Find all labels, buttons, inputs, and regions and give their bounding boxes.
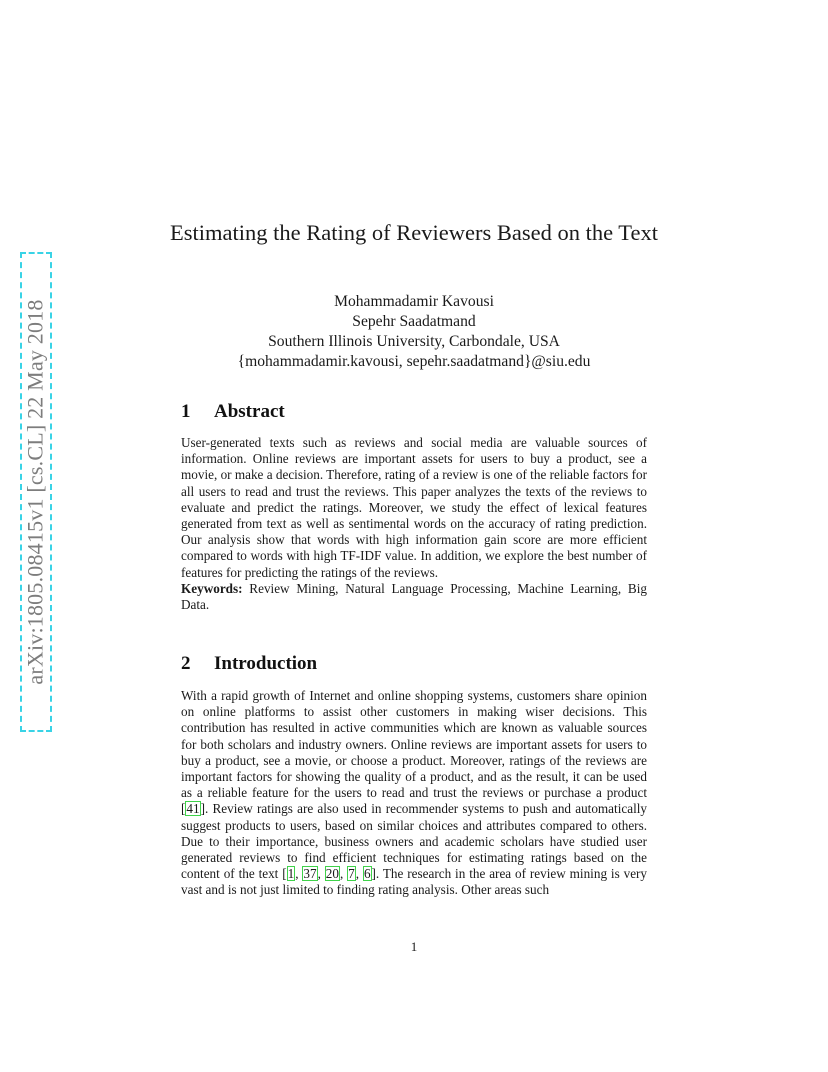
abstract-paragraph (181, 435, 647, 613)
introduction-text: ]. Review ratings are also used in recommender systems to push and automatically suggest products to users, based on similar choices and attributes compared to others. Due to their importance, business owners and academic scholars have studied user generated reviews to find efficient techniques for estimating ratings based on the content of the text [ (181, 801, 647, 882)
keywords-text: Review Mining, Natural Language Processing, Machine Learning, Big Data. (181, 580, 647, 613)
arxiv-identifier-stamp (20, 252, 52, 732)
introduction-text: With a rapid growth of Internet and online shopping systems, customers share opinion on online platforms to assist other customers in making wiser decisions. This contribution has resulted in active communities which are known as valuable sources for both scholars and industry owners. Online reviews are important assets for users to buy a product, see a movie, or choose a product. Moreover, ratings of the reviews are important factors for showing the quality of a product, and as the result, it can be used as a reliable feature for the users to read and trust the reviews or purchase a product [ (181, 688, 647, 817)
citation-link[interactable]: 41 (186, 801, 200, 817)
arxiv-identifier-text: arXiv:1805.08415v1 [cs.CL] 22 May 2018 (23, 299, 49, 685)
keywords-label: Keywords: (181, 580, 243, 596)
citation-link[interactable]: 37 (303, 866, 317, 882)
author-block (170, 292, 658, 372)
section-heading-abstract (181, 401, 285, 423)
author-email: {mohammadamir.kavousi, sepehr.saadatmand}@siu.edu (237, 353, 591, 370)
section-title: Introduction (214, 653, 318, 674)
citation-link[interactable]: 20 (325, 866, 339, 882)
section-number: 2 (181, 653, 191, 674)
introduction-text: ]. The research in the area of review mining is very vast and is not just limited to finding rating analysis. Other areas such (181, 866, 648, 898)
paper-title: Estimating the Rating of Reviewers Based on the Text (170, 220, 658, 245)
section-heading-introduction (181, 653, 317, 675)
author-affiliation: Southern Illinois University, Carbondale, USA (268, 333, 560, 350)
author-name: Sepehr Saadatmand (352, 313, 476, 330)
citation-link[interactable]: 1 (287, 866, 295, 882)
section-number: 1 (181, 401, 191, 422)
page-number: 1 (410, 939, 418, 954)
section-title: Abstract (214, 401, 285, 422)
citation-link[interactable]: 6 (363, 866, 371, 882)
introduction-paragraph: With a rapid growth of Internet and online shopping systems, customers share opinion on online platforms to assist other customers in making wiser decisions. This contribution has resulted in active communities which are known as valuable sources for both scholars and industry owners. Online reviews are important assets for users to buy a product, see a movie, or choose a product. Moreover, ratings of the reviews are important factors for showing the quality of a product, and as the result, it can be used as a reliable feature for the users to read and trust the reviews or purchase a product [41]. Review ratings are also used in recommender systems to push and automatically suggest products to users, based on similar choices and attributes compared to others. Due to their importance, business owners and academic scholars have studied user generated reviews to find efficient techniques for estimating ratings based on the content of the text [1, 37, 20, 7, 6]. The research in the area of review mining is very vast and is not just limited to finding rating analysis. Other areas such (181, 688, 648, 898)
abstract-text: User-generated texts such as reviews and social media are valuable sources of information. Online reviews are important assets for users to buy a product, see a movie, or make a decision. Therefore, rating of a review is one of the reliable factors for all users to read and trust the reviews. This paper analyzes the texts of the reviews to evaluate and predict the ratings. Moreover, we study the effect of lexical features generated from text as well as sentimental words on the accuracy of rating prediction. Our analysis show that words with high information gain score are more efficient compared to words with high TF-IDF value. In addition, we explore the best number of features for predicting the ratings of the reviews. (181, 435, 647, 580)
author-name: Mohammadamir Kavousi (334, 293, 494, 310)
citation-link[interactable]: 7 (348, 866, 355, 882)
